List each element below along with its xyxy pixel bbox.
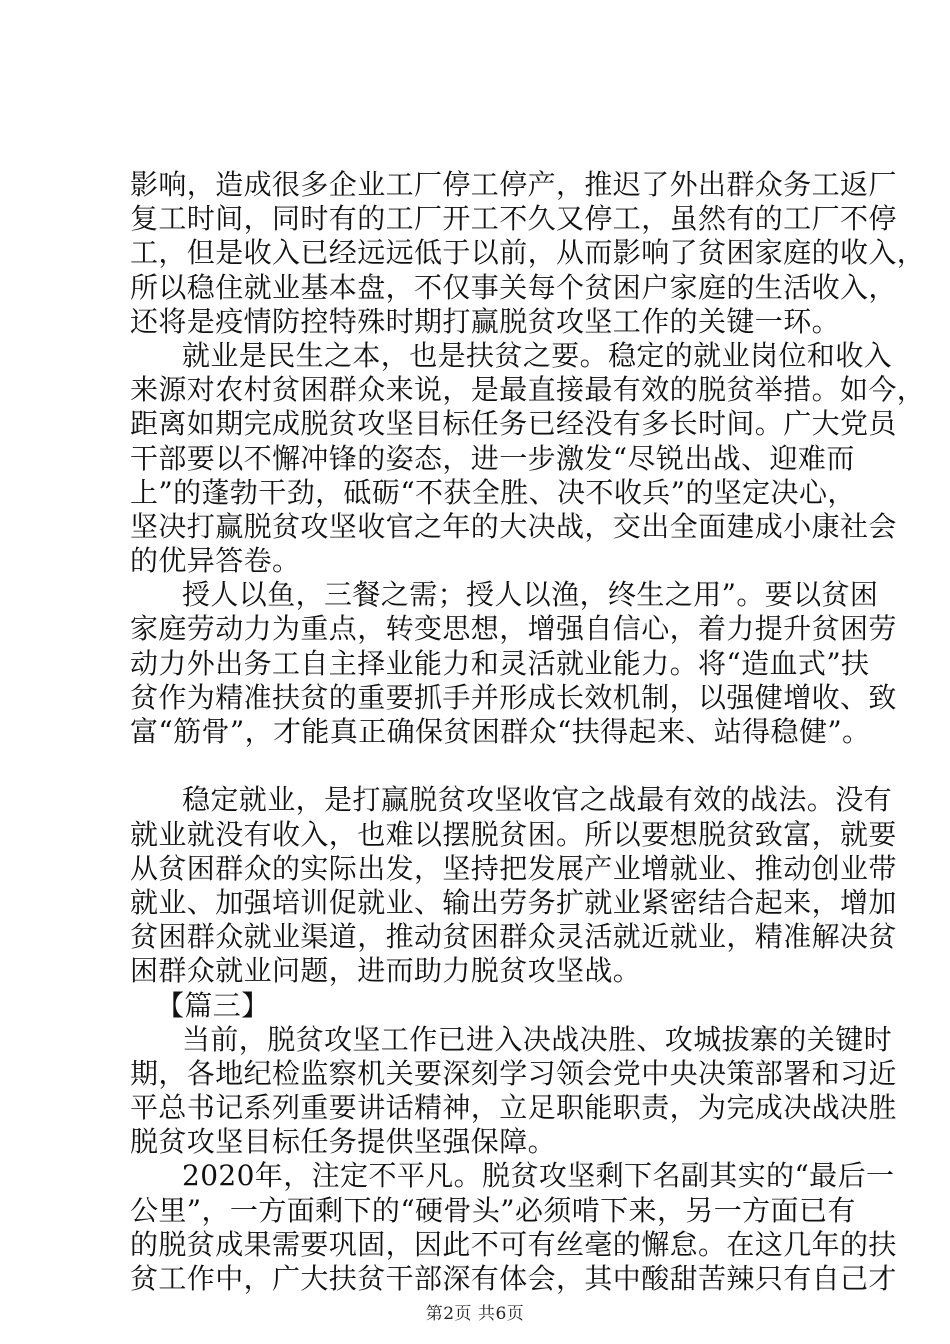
paragraph-3 — [130, 578, 897, 749]
paragraph-1 — [130, 168, 926, 339]
text-line: 贫困群众就业渠道，推动贫困群众灵活就近就业，精准解决贫 — [130, 920, 897, 954]
text-line: 干部要以不懈冲锋的姿态，进一步激发“尽锐出战、迎难而 — [130, 441, 855, 475]
paragraph-2 — [130, 338, 926, 578]
text-line: 工，但是收入已经远远低于以前，从而影响了贫困家庭的收入， — [130, 236, 926, 270]
text-line: 富“筋骨”，才能真正确保贫困群众“扶得起来、站得稳健”。 — [130, 715, 871, 748]
text-line: 期，各地纪检监察机关要深刻学习领会党中央决策部署和习近 — [130, 1056, 897, 1090]
text-line: 平总书记系列重要讲话精神，立足职能职责，为完成决战决胜 — [130, 1091, 897, 1125]
section-heading-text: 【篇三】 — [156, 988, 270, 1022]
text-line: 就业就没有收入，也难以摆脱贫困。所以要想脱贫致富，就要 — [130, 817, 897, 851]
text-line: 当前，脱贫攻坚工作已进入决战决胜、攻城拔寨的关键时 — [182, 1022, 893, 1056]
text-line: 2020年，注定不平凡。脱贫攻坚剩下名副其实的“最后一 — [182, 1159, 895, 1193]
paragraph-4 — [130, 783, 897, 988]
text-line: 来源对农村贫困群众来说，是最直接最有效的脱贫举措。如今， — [130, 373, 926, 407]
text-line: 就业是民生之本，也是扶贫之要。稳定的就业岗位和收入 — [182, 338, 893, 372]
text-line: 所以稳住就业基本盘，不仅事关每个贫困户家庭的生活收入， — [130, 270, 897, 304]
text-line: 上”的蓬勃干劲，砥砺“不获全胜、决不收兵”的坚定决心， — [130, 475, 856, 509]
text-line: 距离如期完成脱贫攻坚目标任务已经没有多长时间。广大党员 — [130, 407, 897, 441]
text-line: 脱贫攻坚目标任务提供坚强保障。 — [130, 1125, 557, 1159]
text-line: 还将是疫情防控特殊时期打赢脱贫攻坚工作的关键一环。 — [130, 304, 841, 338]
text-line: 坚决打赢脱贫攻坚收官之年的大决战，交出全面建成小康社会 — [130, 509, 897, 543]
text-line: 稳定就业，是打赢脱贫攻坚收官之战最有效的战法。没有 — [182, 783, 893, 817]
text-line: 公里”，一方面剩下的“硬骨头”必须啃下来，另一方面已有 — [130, 1193, 856, 1227]
text-line: 动力外出务工自主择业能力和灵活就业能力。将“造血式”扶 — [130, 646, 870, 680]
text-line: 就业、加强培训促就业、输出劳务扩就业紧密结合起来，增加 — [130, 885, 897, 919]
text-line: 影响，造成很多企业工厂停工停产，推迟了外出群众务工返厂 — [130, 168, 897, 201]
text-line: 困群众就业问题，进而助力脱贫攻坚战。 — [130, 954, 642, 988]
text-line: 的脱贫成果需要巩固，因此不可有丝毫的懈怠。在这几年的扶 — [130, 1227, 897, 1261]
text-line: 贫作为精准扶贫的重要抓手并形成长效机制，以强健增收、致 — [130, 680, 897, 714]
text-line: 贫工作中，广大扶贫干部深有体会，其中酸甜苦辣只有自己才 — [130, 1262, 897, 1295]
paragraph-6 — [130, 1159, 897, 1296]
text-line: 从贫困群众的实际出发，坚持把发展产业增就业、推动创业带 — [130, 851, 897, 885]
text-line: 复工时间，同时有的工厂开工不久又停工，虽然有的工厂不停 — [130, 202, 897, 236]
document-body — [130, 168, 926, 1296]
paragraph-5 — [130, 1022, 897, 1160]
page-footer: 第2页 共6页 — [425, 1304, 525, 1324]
text-line: 的优异答卷。 — [130, 544, 301, 578]
blank-line — [130, 749, 850, 783]
section-heading — [130, 989, 850, 1023]
text-line: 家庭劳动力为重点，转变思想，增强自信心，着力提升贫困劳 — [130, 612, 897, 646]
text-line: 授人以鱼，三餐之需；授人以渔，终生之用”。要以贫困 — [182, 578, 879, 612]
